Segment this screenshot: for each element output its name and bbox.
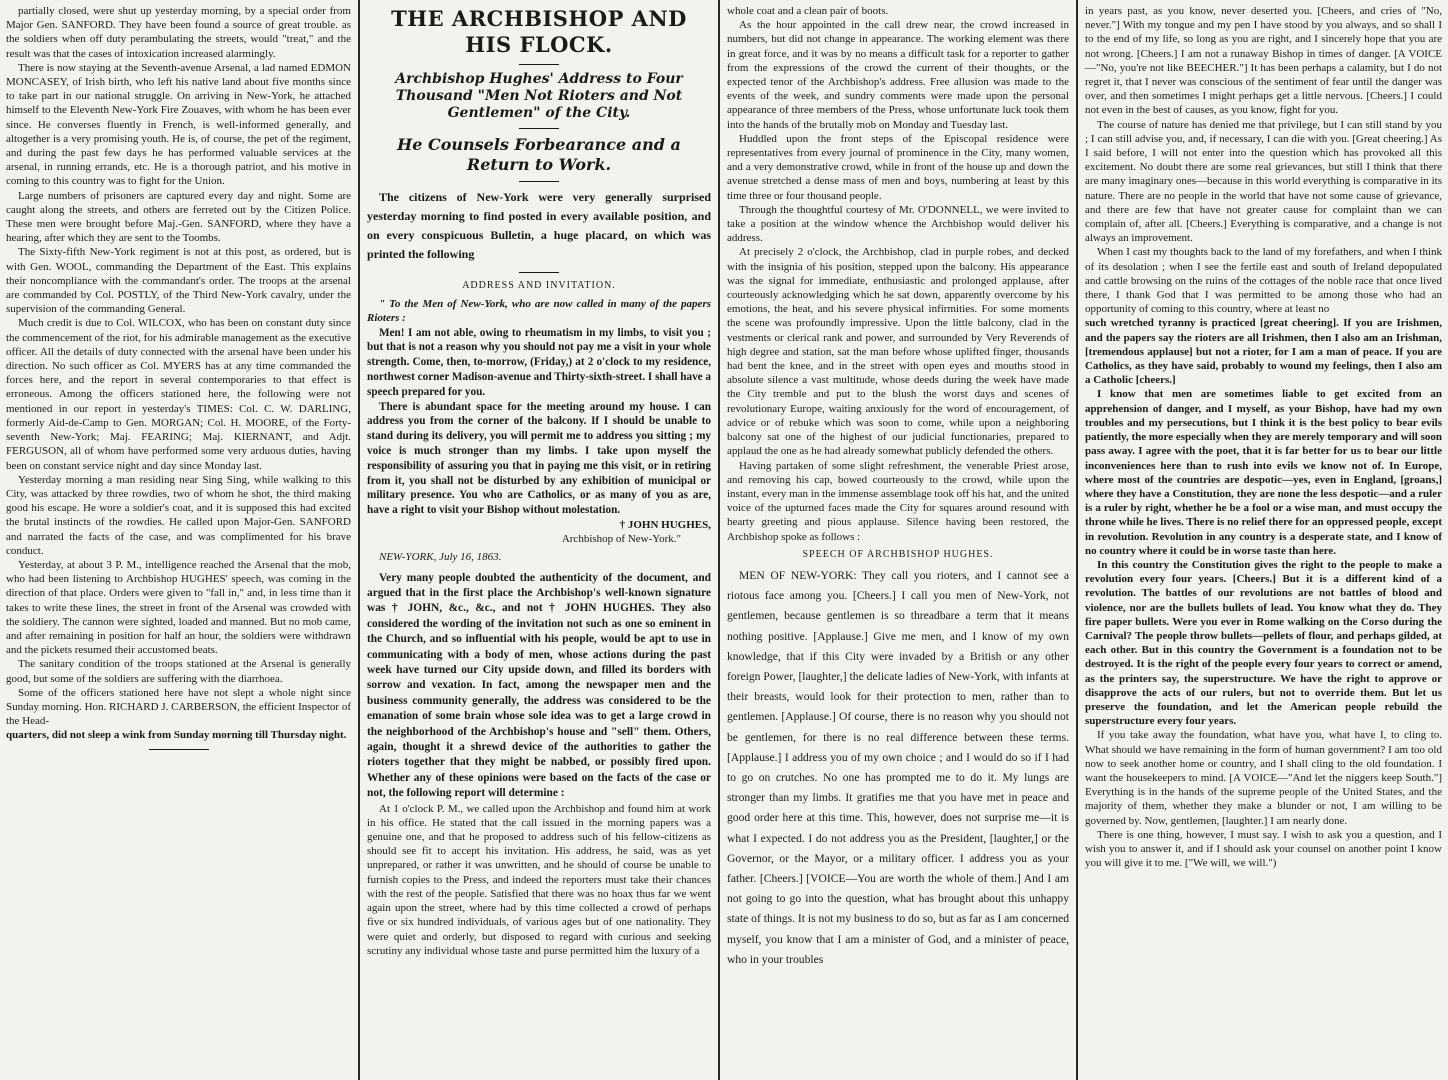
paragraph: Some of the officers stationed here have not slept a whole night since Sunday morning. Hon. RICHARD J. CARBERSON, the efficient Inspector of the Head- (6, 686, 351, 728)
letter-paragraph: There is abundant space for the meeting around my house. I can address you from the corner of the balcony. If I should be unable to stand during its delivery, you will permit me to address you sitting ; my voice is much stronger than my limbs. I take upon myself the responsibility of assuring you that in paying me this visit, or in retiring from it, you shall not be disturbed by any exhibition of municipal or military presence. You who are Catholics, or as many of you as are, have a right to visit your Bishop without molestation. (367, 400, 711, 517)
speech-paragraph: such wretched tyranny is practiced [great cheering]. If you are Irishmen, and the papers say the rioters are all Irishmen, then I also am an Irishman, [tremendous applause] but not a rioter, for I am a man of peace. If you are Catholics, as they have said, probably to wound my feelings, then I also am a Catholic [cheers.] (1085, 317, 1442, 387)
paragraph: Very many people doubted the authenticity of the document, and argued that in the first place the Archbishop's well-known signature was † JOHN, &c., &c., and not † JOHN HUGHES. They also considered the wording of the invitation not such as one so eminent in the Church, and so influential with his people, would be apt to use in communicating with a body of men, whose actions during the past week have turned our City upside down, and filled its borders with sorrow and vexation. In fact, among the newspaper men and the business community generally, the address was considered to be the emanation of some brain whose sole idea was to get a large crowd in the neighborhood of the Archbishop's house and "sell" them. Others, again, thought it a shrewd device of the authorities to gather the rioters together that they might be nabbed, or possibly fired upon. Whether any of these opinions were based on the facts of the case or not, the following report will determine : (367, 571, 711, 800)
speech-paragraph: If you take away the foundation, what have you, what have I, to cling to. What should we have remaining in the form of human government? I am too old now to seek another home or country, and I shall cling to the old foundation. I want the housekeepers to mind. [A VOICE—"And let the niggers keep South."] Everything is in the hands of the supreme people of the United States, and the majority of them, whether they make a blunder or not, I am willing to be governed by. Now, gentlemen, [laughter.] I am nearly done. (1085, 729, 1442, 827)
column-3 (721, 0, 1075, 1080)
section-divider (519, 272, 559, 273)
column-2 (361, 0, 717, 1080)
paragraph: The Sixty-fifth New-York regiment is not at this post, as ordered, but is with Gen. WOOL, commanding the Department of the East. This explains their noncompliance with the commandant's order. The troops at the arsenal are commanded by Col. POSTLY, of the Third New-York cavalry, under the supervision of the commanding General. (6, 246, 351, 316)
paragraph: Large numbers of prisoners are captured every day and night. Some are caught along the streets, and others are ferreted out by the Citizen Police. These men were brought before Maj.-Gen. SANFORD, where they have a hearing, after which they are sent to the Toombs. (6, 189, 351, 245)
letter-salutation: " To the Men of New-York, who are now called in many of the papers Rioters : (367, 298, 711, 325)
dateline: NEW-YORK, July 16, 1863. (379, 551, 502, 564)
speech-paragraph: In this country the Constitution gives the right to the people to make a revolution every four years. [Cheers.] But it is a different kind of a revolution. The battles of our revolutions are not battles of blood and violence, nor are the bullets bullets of lead. You know what they do. They fire paper bullets. Were you ever in Rome walking on the Corso during the Carnival? The people throw bullets—pellets of flour, and perhaps gilded, at each other. But in this country the Government is a foundation not to be destroyed. It is the right of the people every four years to correct or amend, as the printers say, the superstructure. We have the right to approve or disapprove the acts of our rulers, but not to override them. But let us preserve the foundation, and let the American people rebuild the superstructure every four years. (1085, 558, 1442, 728)
speech-paragraph: MEN OF NEW-YORK: They call you rioters, and I cannot see a riotous face among you. [Cheers.] I call you men of New-York, not gentlemen, because gentlemen is so threadbare a term that it means nothing positive. [Applause.] Give me men, and I know of my own knowledge, that if this City were invaded by a British or any other foreign Power, [laughter,] the delicate ladies of New-York, with infants at their breasts, would look for their protection to men, rather than to gentlemen. [Applause.] Of course, there is no reason why you should not be gentlemen, for there is no real difference between these terms. [Applause.] I address you of my own choice ; and I would do so if I had to go on crutches. No one has prompted me to do it. My lungs are stronger than my limbs. It gratifies me that you have met in peace and good order here at this time. This, however, does not surprise me—it is what I expected. I do not address you as the President, [laughter,] or the Governor, or the Mayor, or a military officer. I address you as your father. [Cheers.] [VOICE—You are worth the whole of them.] And I am not going to go into the question, what has brought about this unhappy state of things. It is not my business to do so, but as far as I am concerned myself, you know that I am a minister of God, and a minister of peace, who in your troubles (727, 568, 1069, 966)
section-label: ADDRESS AND INVITATION. (462, 280, 616, 291)
article-subheadline: Archbishop Hughes' Address to Four Thousand "Men Not Rioters and Not Gentlemen" of the City. (395, 71, 683, 121)
paragraph: There is now staying at the Seventh-avenue Arsenal, a lad named EDMON MONCASEY, of Irish birth, who left his native land about five months since to take part in our national struggle. On arriving in New-York, he attached himself to the Eleventh New-York Fire Zouaves, with whom he has been ever since. He converses fluently in French, is well-informed generally, and altogether is a very promising youth. He is, of course, the pet of the regiment, and during the past few days he has performed valuable services at the arsenal, in running errands, etc. He is a thorough patriot, and his motive in coming to this country was to fight for the Union. (6, 61, 351, 188)
paragraph: As the hour appointed in the call drew near, the crowd increased in numbers, but did not change in appearance. The working element was there in great force, and it was by no means a difficult task for a reporter to gather from the expressions of the crowd the current of their thoughts, or the expected tenor of the Archbishop's address. Free allusion was made to the events of the week, and sundry comments were made upon the personal appearance of three members of the Press, whose unfortunate luck took them into the hands of the brutally mob on Monday and Tuesday last. (727, 19, 1069, 131)
headline-rule (519, 128, 559, 129)
headline-rule (519, 181, 559, 182)
article-headline: THE ARCHBISHOP AND HIS FLOCK. (391, 6, 687, 57)
paragraph: partially closed, were shut up yesterday morning, by a special order from Major Gen. SANFORD. They have been found a source of great trouble. as the soldiers when off duty perambulating the streets, would "treat," and the result was that the cases of intoxication increased alarmingly. (6, 5, 351, 60)
column-4 (1079, 0, 1448, 1080)
column-1 (0, 0, 357, 1080)
paragraph: Having partaken of some slight refreshment, the venerable Priest arose, and removing his cap, bowed courteously to the crowd, while upon the instant, every man in the immense assemblage took off his hat, and the united voice of the upturned faces made the City for squares around resound with hearty greeting and pious applause. Silence having been restored, the Archbishop spoke as follows : (727, 459, 1069, 543)
section-label: SPEECH OF ARCHBISHOP HUGHES. (802, 548, 994, 560)
speech-paragraph: When I cast my thoughts back to the land of my forefathers, and when I think of its desolation ; when I see the fertile east and south of Ireland depopulated and cattle browsing on the ruins of the cottages of the noble race that once lived there, I thank God that I was permitted to be among those who had an opportunity of coming to this country, where at least no (1085, 246, 1442, 316)
speech-paragraph: The course of nature has denied me that privilege, but I can still stand by you ; I can still advise you, and, if necessary, I can die with you. [Great cheering.] As I said before, I will not enter into the question which has provoked all this excitement. No doubt there are some real grievances, but still I think that there are many imaginary ones—because in this world everything is comparative in its nature. There are no people in the world that have not some cause of grievance, and there are few that have not greater cause for complaint than we can complain of, after all. [Cheers.] Everything is comparative, and a change is not always an improvement. (1085, 118, 1442, 245)
paragraph: The sanitary condition of the troops stationed at the Arsenal is generally good, but some of the soldiers are suffering with the diarrhoea. (6, 658, 351, 685)
letter-signature: † JOHN HUGHES, (619, 518, 711, 531)
letter-signature-title: Archbishop of New-York." (561, 533, 681, 546)
column-rule (1076, 0, 1078, 1080)
paragraph: Yesterday morning a man residing near Sing Sing, while walking to this City, was attacked by three rowdies, two of whom he shot, the third making good his escape. He wore a soldier's coat, and it is supposed this had excited the brutal instincts of the rowdies. He called upon Major-Gen. SANFORD and narrated the facts of the case, and was complimented for his brave conduct. (6, 473, 351, 557)
paragraph: whole coat and a clean pair of boots. (727, 5, 889, 17)
paragraph: At precisely 2 o'clock, the Archbishop, clad in purple robes, and decked with the insignia of his position, stepped upon the balcony. His appearance was the signal for immediate, enthusiastic and prolonged applause, after courteously acknowledging which he sat down, apparently overcome by his emotions, the heat, and his severe physical infirmities. For some moments the scene was profoundly impressive. Upon the little balcony, clad in the vestments or clerical rank and power, and surrounded by Very Reverends of high degree and station, sat the man before whose uplifted finger, thousands had bent the knee, and in the street with open eyes and mouths stood in absolute silence a vast multitude, whose deeds during the week have made the City tremble and put to the blush the worst days and scenes of revolutionary Europe, waiting anxiously for the word of encouragement, of advice or of rebuke which was soon to come, while upon a neighboring balcony sat one of the highest of our judicial functionaries, prepared to applaud the one as he had already somewhat publicly defended the others. (727, 246, 1069, 458)
paragraph: quarters, did not sleep a wink from Sunday morning till Thursday night. (6, 729, 347, 742)
article-subheadline: He Counsels Forbearance and a Return to Work. (397, 135, 681, 174)
letter-paragraph: Men! I am not able, owing to rheumatism in my limbs, to visit you ; but that is not a reason why you should not pay me a visit in your whole strength. Come, then, to-morrow, (Friday,) at 2 o'clock to my residence, northwest corner Madison-avenue and Thirty-sixth-street. I shall have a speech prepared for you. (367, 326, 712, 398)
article-intro: The citizens of New-York were very generally surprised yesterday morning to find posted in every available position, and on every conspicuous Bulletin, a huge placard, on which was printed the following (367, 190, 711, 261)
paragraph: Much credit is due to Col. WILCOX, who has been on constant duty since the commencement of the riot, for his admirable management as the executive officer. All the details of duty connected with the arsenal have been under his direction. No such officer as Col. MYERS has at any time commanded the forces here, and the report in several contemporaries to that effect is erroneous. Among the officers stationed here, the following were not mentioned in our report in yesterday's TIMES: Col. C. W. DARLING, formerly Aid-de-Camp to Gen. MORGAN; Col. H. MOORE, of the Forty-seventh New-York; Maj. FEARING; Maj. KIERNANT, and Adjt. FERGUSON, all of whom have performed some very arduous duties, having been on constant service night and day since Monday last. (6, 317, 351, 472)
column-rule (718, 0, 720, 1080)
headline-rule (519, 64, 559, 65)
paragraph: At 1 o'clock P. M., we called upon the Archbishop and found him at work in his office. He stated that the call issued in the morning papers was a genuine one, and that he proposed to address such of his fellow-citizens as should see fit to accept his invitation. His address, he said, was as yet unprepared, or rather it was unwritten, and he should of course be unable to furnish copies to the Press, and indeed the reporters must take their chances with the rest of the people. Satisfied that there was no hoax thus far we went again upon the street, where had by this time collected a crowd of perhaps five or six hundred individuals, of various ages but of one nationality. They were quiet and orderly, but disposed to regard with curious and seeking scrutiny any individual whose taste and purse permitted him the luxury of a (367, 802, 711, 957)
paragraph: Huddled upon the front steps of the Episcopal residence were representatives from every journal of prominence in the City, many women, and a very demonstrative crowd, while in front of the house up and down the avenue stretched a dense mass of men and boys, numbering at least by this time three or four thousand people. (727, 132, 1069, 202)
column-rule (358, 0, 360, 1080)
speech-paragraph: There is one thing, however, I must say. I wish to ask you a question, and I wish you to answer it, and if I should ask your counsel on another point I know you will give it to me. ["We will, we will.") (1085, 828, 1442, 870)
section-divider (149, 749, 209, 750)
paragraph: Yesterday, at about 3 P. M., intelligence reached the Arsenal that the mob, who had been listening to Archbishop HUGHES' speech, was coming in the direction of that place. Orders were given to "fall in," and, in less time than it takes to write these lines, the street in front of the Arsenal was crowded with the soldiery. The cannon were sighted, loaded and manned. But no mob came, and after remaining in position for half an hour, the soldiers were withdrawn and the pickets resumed their accustomed beats. (6, 558, 351, 657)
speech-paragraph: I know that men are sometimes liable to get excited from an apprehension of danger, and I myself, as your Bishop, have had my own troubles and my persecutions, but I think it is the best policy to bear evils patiently, the more especially when they are merely temporary and will soon pass away. I agree with the poet, that it is far better for us to bear our little inconveniences here than to rush into evils we know not of. In Europe, where most of the countries are despotic—yes, even in England, [groans,] where they have a Constitution, they are none the less despotic—and a ruler is a ruler by right, whether he be a fool or a wise man, and must occupy the throne while he lives. There is no relief there for an oppressed people, except in revolution. Revolution in any country is a desperate state, and I know of no country where it could be in worse taste than here. (1085, 388, 1442, 557)
paragraph: Through the thoughtful courtesy of Mr. O'DONNELL, we were invited to take a position at the window whence the Archbishop would deliver his address. (727, 203, 1069, 245)
speech-paragraph: in years past, as you know, never deserted you. [Cheers, and cries of "No, never."] With my tongue and my pen I have stood by you always, and so shall I to the end of my life, so long as you are right, and I sincerely hope that you are not wrong. [Cheers.] I am not a runaway Bishop in times of danger. [A VOICE—"No, you're not like BEECHER."] It has been perhaps a calamity, but I do not regret it, that I never was conscious of the sentiment of fear until the danger was over, and then sometimes I might perhaps get a little nervous. [Cheers.] I could not even in the best of causes, as you know, fight for you. (1085, 5, 1442, 117)
